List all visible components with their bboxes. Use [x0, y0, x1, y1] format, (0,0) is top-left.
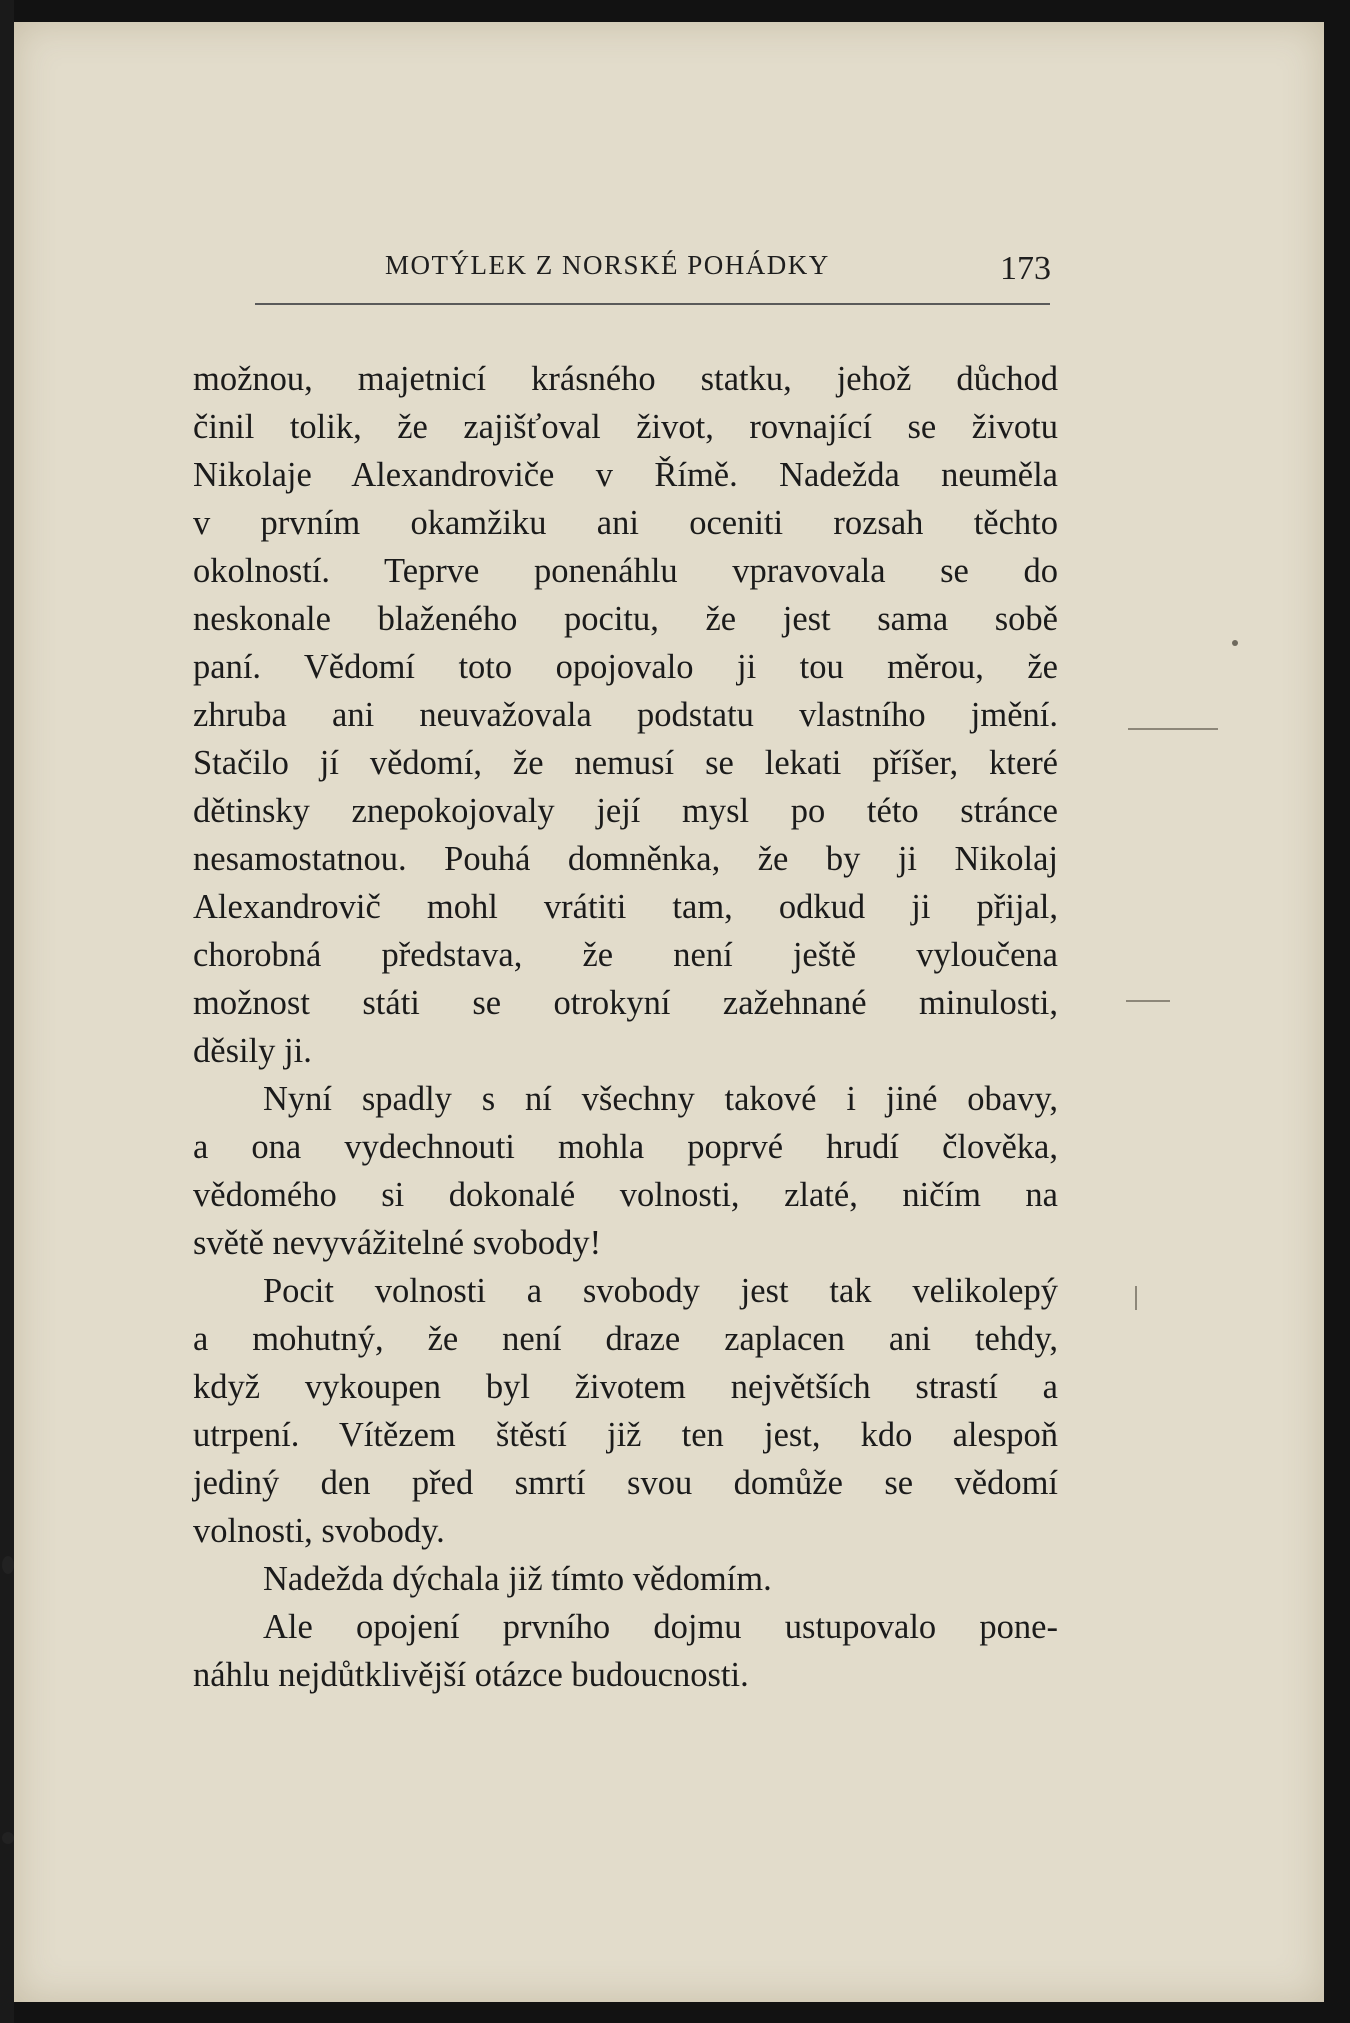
text-line: možnost státi se otrokyní zažehnané minulosti,: [193, 984, 1058, 1022]
text-line: náhlu nejdůtklivější otázce budoucnosti.: [193, 1656, 749, 1694]
text-line: utrpení. Vítězem štěstí již ten jest, kdo alespoň: [193, 1416, 1058, 1454]
text-line: a ona vydechnouti mohla poprvé hrudí člověka,: [193, 1128, 1058, 1166]
margin-mark: [1135, 1286, 1137, 1310]
margin-dot: [2, 1832, 14, 1844]
margin-dot: [1232, 640, 1238, 646]
text-line: okolností. Teprve ponenáhlu vpravovala se do: [193, 552, 1058, 590]
text-line: v prvním okamžiku ani oceniti rozsah těchto: [193, 504, 1058, 542]
text-line: vědomého si dokonalé volnosti, zlaté, ničím na: [193, 1176, 1058, 1214]
text-line: možnou, majetnicí krásného statku, jehož důchod: [193, 360, 1058, 398]
text-line: chorobná představa, že není ještě vyloučena: [193, 936, 1058, 974]
text-line: Ale opojení prvního dojmu ustupovalo pone-: [263, 1608, 1058, 1646]
text-line: nesamostatnou. Pouhá domněnka, že by ji Nikolaj: [193, 840, 1058, 878]
margin-dot: [2, 1556, 14, 1574]
text-line: dětinsky znepokojovaly její mysl po této stránce: [193, 792, 1058, 830]
text-line: a mohutný, že není draze zaplacen ani tehdy,: [193, 1320, 1058, 1358]
text-line: jediný den před smrtí svou domůže se vědomí: [193, 1464, 1058, 1502]
text-line: světě nevyvážitelné svobody!: [193, 1224, 602, 1262]
running-title: MOTÝLEK Z NORSKÉ POHÁDKY: [385, 250, 830, 280]
text-line: Stačilo jí vědomí, že nemusí se lekati příšer, které: [193, 744, 1058, 782]
text-line: volnosti, svobody.: [193, 1512, 445, 1550]
book-spine-edge: [0, 0, 14, 2023]
text-line: Pocit volnosti a svobody jest tak velikolepý: [263, 1272, 1058, 1310]
header-rule: [255, 303, 1050, 305]
text-line: paní. Vědomí toto opojovalo ji tou měrou, že: [193, 648, 1058, 686]
body-text: [193, 355, 1058, 1699]
text-line: Nyní spadly s ní všechny takové i jiné obavy,: [263, 1080, 1058, 1118]
page-number: 173: [1000, 250, 1051, 287]
text-line: neskonale blaženého pocitu, že jest sama sobě: [193, 600, 1058, 638]
text-line: Alexandrovič mohl vrátiti tam, odkud ji přijal,: [193, 888, 1058, 926]
text-line: děsily ji.: [193, 1032, 312, 1070]
margin-mark: [1128, 728, 1218, 730]
text-line: Nadežda dýchala již tímto vědomím.: [263, 1560, 772, 1598]
text-line: zhruba ani neuvažovala podstatu vlastního jmění.: [193, 696, 1058, 734]
text-line: činil tolik, že zajišťoval život, rovnající se životu: [193, 408, 1058, 446]
text-line: když vykoupen byl životem největších strastí a: [193, 1368, 1058, 1406]
text-line: Nikolaje Alexandroviče v Římě. Nadežda neuměla: [193, 456, 1058, 494]
margin-mark: [1126, 1000, 1170, 1002]
